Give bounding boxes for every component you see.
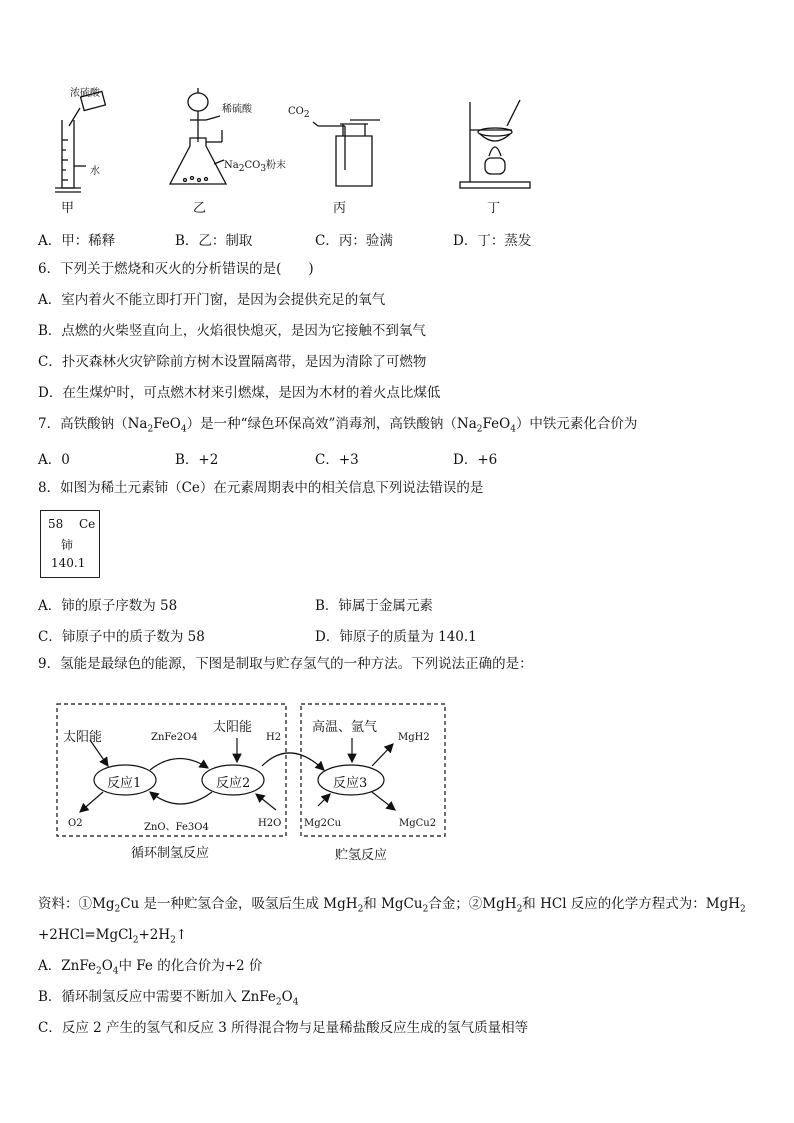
q7-stem: 7．高铁酸钠$(Na_2FeO_4)$是一种“绿色环保高效”消毒剂，高铁酸钠$(Na_2FeO_4)$中铁元素化合价为 [38,416,638,435]
q9-info: 资料：$①Mg_2Cu$ 是一种贮氢合金，吸氢后生成 MgH$_2$和 MgCu$_2$合金；②MgH$_2$和 HCl 反应的化学方程式为：MgH$_2$ [38,896,746,915]
label-conc-acid: 浓硫酸 [70,88,100,99]
diagram-solar-1: 太阳能 [63,730,103,745]
apparatus-option-d: D．丁：蒸发 [453,233,532,249]
apparatus-yi [170,88,226,184]
diagram-reaction-2: 反应2 [216,776,251,791]
q6-option-d: D．在生煤炉时，可点燃木材来引燃煤，是因为木材的着火点比煤低 [38,385,441,401]
label-ding: 丁 [487,201,501,216]
q6-stem: 6．下列关于燃烧和灭火的分析错误的是( ) [38,261,314,277]
q9-option-a: A．$ZnFe_2O_4$中 Fe 的化合价为+2 价 [38,958,263,977]
element-symbol: Ce [79,517,96,531]
q6-option-c: C．扑灭森林火灾铲除前方树木设置隔离带，是因为清除了可燃物 [38,354,427,370]
diagram-high-temp: 高温、氩气 [312,720,378,735]
q7-option-d: D．+6 [453,452,498,468]
q7-option-a: A．0 [38,452,70,468]
diagram-h2o: H2O [258,818,282,829]
label-na2co3: $Na_2CO_3$粉末 [224,160,287,174]
diagram-mgh2: MgH2 [398,732,430,743]
label-co2: $CO_2$ [288,106,310,120]
q8-stem: 8．如图为稀土元素铈（Ce）在元素周期表中的相关信息下列说法错误的是 [38,480,484,496]
apparatus-option-c: C．丙：验满 [315,233,393,249]
element-number: 58 [48,517,64,531]
q6-option-a: A．室内着火不能立即打开门窗，是因为会提供充足的氧气 [38,292,386,308]
q9-option-c: C．反应 2 产生的氢气和反应 3 所得混合物与足量稀盐酸反应生成的氢气质量相等 [38,1020,529,1036]
q8-option-a: A．铈的原子序数为 58 [38,598,178,614]
apparatus-bing [313,120,380,186]
diagram-znfe2o4: ZnFe2O4 [151,732,198,743]
diagram-solar-2: 太阳能 [213,720,253,735]
element-mass: 140.1 [51,556,86,570]
q8-option-c: C．铈原子中的质子数为 58 [38,629,205,645]
q9-stem: 9．氢能是最绿色的能源，下图是制取与贮存氢气的一种方法。下列说法正确的是： [38,656,533,672]
diagram-reaction-1: 反应1 [107,776,142,791]
label-bing: 丙 [333,201,347,216]
diagram-h2: H2 [266,732,282,743]
q7-option-b: B．+2 [175,452,219,468]
apparatus-ding [460,100,530,188]
label-yi: 乙 [193,201,207,216]
element-name: 铈 [61,538,74,552]
diagram-reaction-3: 反应3 [333,776,368,791]
q9-option-b: B．循环制氢反应中需要不断加入 $ZnFe_2O_4$ [38,989,299,1008]
diagram-mg2cu: Mg2Cu [304,818,342,829]
q9-equation: $+2HCl=MgCl_2+2H_2↑$ [38,927,188,946]
label-dilute-acid: 稀硫酸 [222,104,252,115]
apparatus-option-b: B．乙：制取 [175,233,253,249]
diagram-cycle-label: 循环制氢反应 [131,846,210,861]
label-water: 水 [90,166,100,177]
diagram-store-label: 贮氢反应 [335,848,388,863]
diagram-o2: O2 [68,818,83,829]
q6-option-b: B．点燃的火柴竖直向上，火焰很快熄灭，是因为它接触不到氧气 [38,323,426,339]
element-cell [40,510,100,578]
apparatus-option-a: A．甲：稀释 [38,233,116,249]
q8-option-b: B．铈属于金属元素 [315,598,433,614]
q8-option-d: D．铈原子的质量为 140.1 [315,629,477,645]
apparatus-figures [0,80,794,280]
label-jia: 甲 [61,201,75,216]
q7-option-c: C．+3 [315,452,359,468]
diagram-zno-fe3o4: ZnO、Fe3O4 [144,822,209,833]
diagram-mgcu2: MgCu2 [399,818,437,829]
